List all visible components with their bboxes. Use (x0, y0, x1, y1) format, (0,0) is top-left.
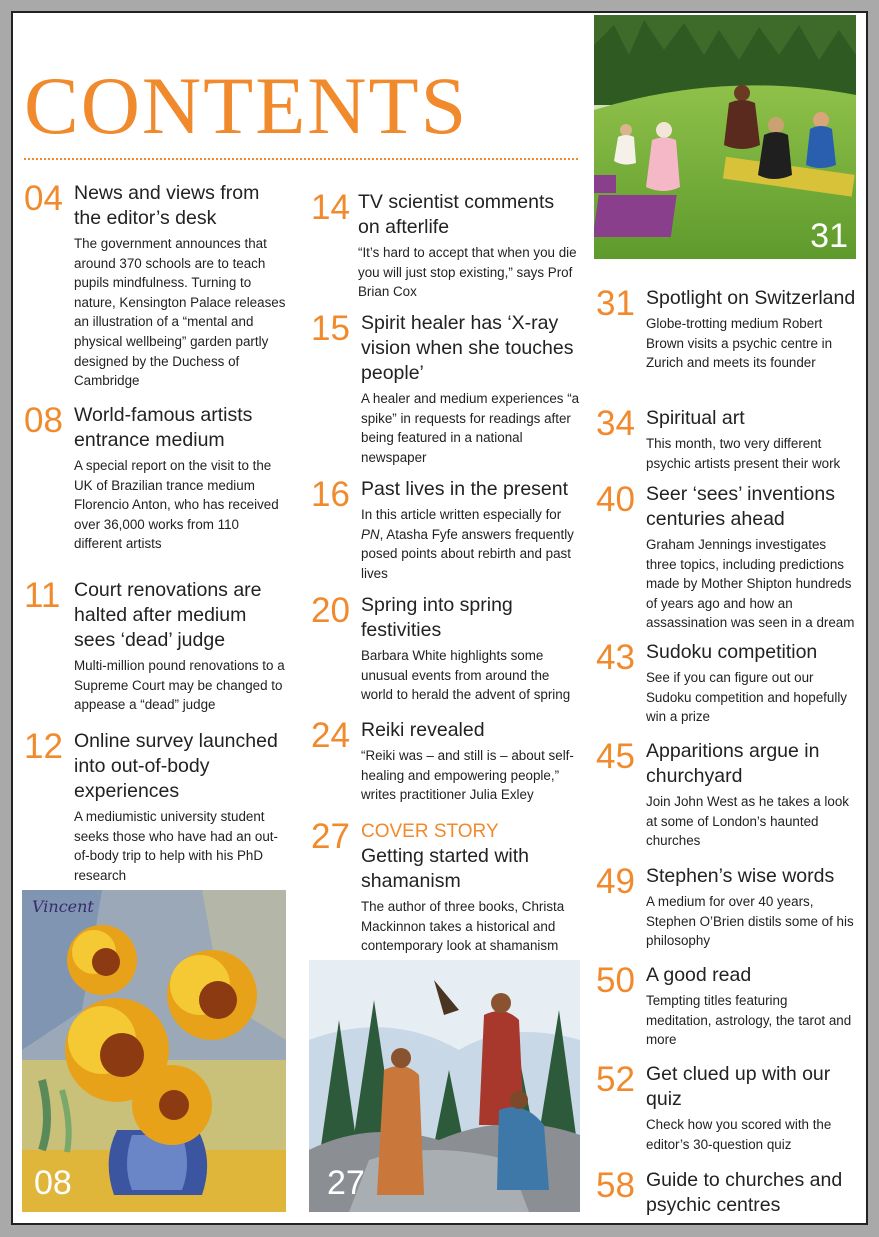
page-number: 11 (24, 576, 61, 615)
page-number: 31 (596, 284, 635, 323)
entry-description: A medium for over 40 years, Stephen O’Brien distils some of his philosophy (646, 894, 854, 949)
entry-headline: Spirit healer has ‘X-ray vision when she touches people’ (361, 312, 574, 384)
entry-description: A mediumistic university student seeks those who have had an out-of-body trip to help with his PhD research (74, 809, 278, 883)
entry-headline: Spotlight on Switzerland (646, 287, 856, 309)
entry-headline: World-famous artists entrance medium (74, 404, 253, 451)
entry-description: Graham Jennings investigates three topics, including predictions made by Mother Shipton hundreds of years ago and how an assassination was seen in a dream (646, 537, 855, 631)
meditation-meadow-photo[interactable] (594, 15, 856, 259)
entry-headline: News and views from the editor’s desk (74, 182, 260, 229)
entry-headline: TV scientist comments on afterlife (358, 191, 555, 238)
page-number: 52 (596, 1060, 635, 1099)
page-number: 50 (596, 961, 635, 1000)
entry-description: This month, two very different psychic artists present their work (646, 436, 841, 471)
entry-description: Tempting titles featuring meditation, astrology, the tarot and more (646, 993, 852, 1048)
entry-headline: Getting started with shamanism (361, 845, 529, 892)
shamans-painting-photo[interactable] (309, 960, 580, 1212)
page-number: 04 (24, 179, 63, 218)
photo-page-ref: 08 (34, 1164, 72, 1202)
entry-headline: A good read (646, 964, 752, 986)
page-number: 34 (596, 404, 635, 443)
page-number: 40 (596, 480, 635, 519)
entry-description: A healer and medium experiences “a spike” in requests for readings after being featured in a national newspaper (361, 391, 580, 465)
page-number: 27 (311, 817, 350, 856)
publication-abbrev: PN (361, 526, 380, 542)
entry-headline: Get clued up with our quiz (646, 1063, 831, 1110)
page-number: 58 (596, 1166, 635, 1205)
entry-headline: Past lives in the present (361, 478, 569, 500)
entry-headline: Spiritual art (646, 407, 745, 429)
entry-headline: Reiki revealed (361, 719, 485, 741)
entry-headline: Stephen’s wise words (646, 865, 835, 887)
entry-description: The author of three books, Christa Mackinnon takes a historical and contemporary look at shamanism (361, 899, 565, 954)
entry-headline: Sudoku competition (646, 641, 818, 663)
entry-description: “It’s hard to accept that when you die you will just stop existing,” says Prof Brian Cox (358, 245, 577, 300)
entry-headline: Apparitions argue in churchyard (646, 740, 820, 787)
entry-description: Globe-trotting medium Robert Brown visits a psychic centre in Zurich and meets its founder (646, 316, 833, 371)
entry-description: “Reiki was – and still is – about self-healing and empowering people,” writes practitioner Julia Exley (361, 748, 574, 803)
entry-description: See if you can figure out our Sudoku competition and hopefully win a prize (646, 670, 847, 725)
page-number: 43 (596, 638, 635, 677)
page-number: 45 (596, 737, 635, 776)
dotted-divider (24, 158, 578, 160)
entry-headline: Online survey launched into out-of-body experiences (74, 730, 278, 802)
entry-description: A special report on the visit to the UK of Brazilian trance medium Florencio Anton, who has received over 36,000 works from 110 different artists (74, 458, 279, 552)
entry-headline: Seer ‘sees’ inventions centuries ahead (646, 483, 835, 530)
page-number: 08 (24, 401, 63, 440)
cover-story-label: COVER STORY (361, 821, 499, 842)
entry-description: In this article written especially for PN, Atasha Fyfe answers frequently posed points about rebirth and past lives (361, 507, 574, 581)
entry-headline: Guide to churches and psychic centres (646, 1169, 843, 1216)
page-number: 15 (311, 309, 350, 348)
painting-signature: Vincent (32, 897, 94, 916)
entry-headline: Court renovations are halted after medium sees ‘dead’ judge (74, 579, 262, 651)
contents-page (11, 11, 868, 1225)
entry-headline: Spring into spring festivities (361, 594, 513, 641)
page-number: 49 (596, 862, 635, 901)
page-number: 20 (311, 591, 350, 630)
entry-description: Check how you scored with the editor’s 30-question quiz (646, 1117, 832, 1152)
page-number: 14 (311, 188, 350, 227)
entry-description: The government announces that around 370 schools are to teach pupils mindfulness. Turning to nature, Kensington Palace releases an illustration of a “mental and physical wellbeing” garden partly designed by the Duchess of Cambridge (74, 236, 286, 389)
entry-description: Barbara White highlights some unusual events from around the world to herald the advent of spring (361, 648, 571, 703)
page-number: 12 (24, 727, 63, 766)
entry-description: Multi-million pound renovations to a Supreme Court may be changed to appease a “dead” judge (74, 658, 285, 713)
photo-page-ref: 31 (810, 217, 848, 255)
sunflowers-painting-photo[interactable] (22, 890, 286, 1212)
page-number: 24 (311, 716, 350, 755)
page-number: 16 (311, 475, 350, 514)
entry-description: Join John West as he takes a look at some of London’s haunted churches (646, 794, 849, 849)
page-title: CONTENTS (24, 60, 469, 151)
photo-page-ref: 27 (327, 1164, 365, 1202)
